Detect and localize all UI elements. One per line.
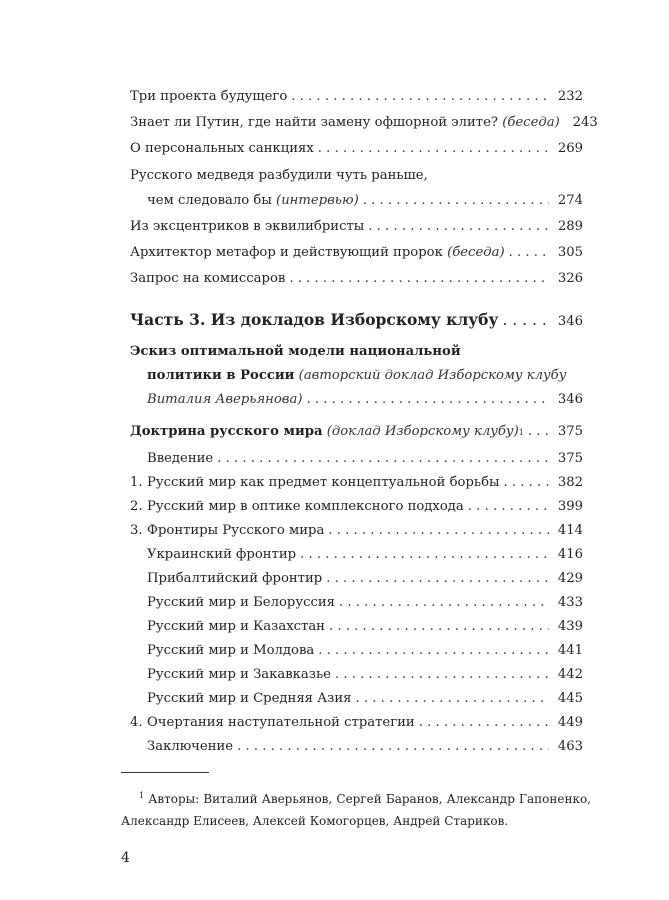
footnote-rule xyxy=(121,772,209,773)
toc-entry xyxy=(130,423,583,442)
footnote xyxy=(121,785,591,832)
entry-title: Русский мир и Белоруссия xyxy=(147,595,335,610)
dot-leader xyxy=(509,244,549,262)
dot-leader xyxy=(237,738,549,756)
toc-subentry xyxy=(130,522,583,540)
toc-entry xyxy=(130,114,598,132)
dot-leader xyxy=(335,666,549,684)
entry-title: Заключение xyxy=(147,739,234,754)
page-number: 289 xyxy=(557,219,583,234)
page-number: 274 xyxy=(557,193,583,208)
entry-note: (интервью) xyxy=(276,193,359,208)
page-number: 416 xyxy=(557,547,583,562)
page-number: 399 xyxy=(557,499,583,514)
page-number: 441 xyxy=(557,643,583,658)
entry-title: Доктрина русского мира xyxy=(130,424,323,439)
footnote-marker: 1 xyxy=(139,791,145,800)
entry-title xyxy=(130,114,560,132)
entry-title: Русский мир и Закавказье xyxy=(147,667,331,682)
toc-subentry xyxy=(130,474,583,492)
entry-title: Прибалтийский фронтир xyxy=(147,571,323,586)
toc-entry-line xyxy=(130,167,583,185)
dot-leader xyxy=(368,218,549,236)
page-number: 346 xyxy=(557,314,583,329)
entry-title: Введение xyxy=(147,451,214,466)
toc-entry xyxy=(147,391,583,409)
page-number: 449 xyxy=(557,715,583,730)
entry-title: Русский мир и Молдова xyxy=(147,643,315,658)
entry-title: Фронтиры Русского мира xyxy=(147,523,325,538)
entry-title: Русского медведя разбудили чуть раньше, xyxy=(130,168,428,183)
item-number: 4. xyxy=(130,715,143,730)
dot-leader xyxy=(355,690,549,708)
dot-leader xyxy=(328,522,549,540)
entry-title: Русский мир в оптике комплексного подхода xyxy=(147,499,464,514)
entry-note: (авторский доклад Изборскому клубу xyxy=(298,368,567,383)
entry-note: (доклад Изборскому клубу) xyxy=(326,424,519,439)
page-number: 326 xyxy=(557,271,583,286)
page-number: 433 xyxy=(557,595,583,610)
entry-title xyxy=(147,192,359,210)
entry-text: чем следовало бы xyxy=(147,193,272,208)
entry-title xyxy=(130,244,505,262)
dot-leader xyxy=(318,140,549,158)
toc-entry-line xyxy=(130,343,583,361)
page-number: 346 xyxy=(557,392,583,407)
toc-subentry xyxy=(147,450,583,468)
page-number: 429 xyxy=(557,571,583,586)
toc-subentry xyxy=(147,546,583,564)
toc-subentry xyxy=(147,642,583,660)
dot-leader xyxy=(318,642,549,660)
toc-subentry xyxy=(130,498,583,516)
toc-entry xyxy=(130,140,583,158)
entry-text: Знает ли Путин, где найти замену офшорной элите? xyxy=(130,115,498,130)
page-number: 414 xyxy=(557,523,583,538)
dot-leader xyxy=(217,450,549,468)
entry-title: Три проекта будущего xyxy=(130,89,288,104)
toc-subentry xyxy=(147,666,583,684)
toc-subentry xyxy=(147,738,583,756)
part-title: Часть 3. Из докладов Изборскому клубу xyxy=(130,310,499,329)
toc-entry xyxy=(130,244,583,262)
dot-leader xyxy=(307,391,550,409)
entry-note: Виталия Аверьянова) xyxy=(147,392,303,407)
page-number: 375 xyxy=(557,424,583,439)
page-number: 442 xyxy=(557,667,583,682)
page-number: 243 xyxy=(572,115,598,130)
page-number: 382 xyxy=(557,475,583,490)
dot-leader xyxy=(291,88,549,106)
page-folio: 4 xyxy=(121,850,130,866)
dot-leader xyxy=(502,311,549,329)
page-number: 375 xyxy=(557,451,583,466)
dot-leader xyxy=(419,714,549,732)
toc-subentry xyxy=(147,594,583,612)
entry-text: Архитектор метафор и действующий пророк xyxy=(130,245,443,260)
entry-title: политики в России xyxy=(147,368,295,383)
toc-entry xyxy=(130,218,583,236)
entry-note: (беседа) xyxy=(447,245,505,260)
dot-leader xyxy=(339,594,549,612)
page-number: 232 xyxy=(557,89,583,104)
entry-title: Из эксцентриков в эквилибристы xyxy=(130,219,365,234)
dot-leader xyxy=(329,618,549,636)
toc-subentry xyxy=(147,618,583,636)
entry-title: О персональных санкциях xyxy=(130,141,314,156)
page-number: 445 xyxy=(557,691,583,706)
entry-title: Русский мир и Казахстан xyxy=(147,619,325,634)
entry-note: (беседа) xyxy=(502,115,560,130)
dot-leader xyxy=(468,498,549,516)
dot-leader xyxy=(326,570,549,588)
toc-entry xyxy=(130,88,583,106)
item-number: 2. xyxy=(130,499,143,514)
entry-title: Украинский фронтир xyxy=(147,547,297,562)
entry-title: Эскиз оптимальной модели национальной xyxy=(130,344,461,359)
footnote-text: Авторы: Виталий Аверьянов, Сергей Баранов, Александр Гапоненко, Александр Елисеев, Алексей Комогорцев, Андрей Стариков. xyxy=(121,792,591,828)
toc-entry xyxy=(130,270,583,288)
dot-leader xyxy=(528,423,549,441)
dot-leader xyxy=(504,474,549,492)
entry-title: Русский мир как предмет концептуальной борьбы xyxy=(147,475,500,490)
dot-leader xyxy=(300,546,549,564)
part-heading xyxy=(130,311,583,331)
toc-entry xyxy=(147,192,583,210)
page-number: 439 xyxy=(557,619,583,634)
entry-title: Русский мир и Средняя Азия xyxy=(147,691,352,706)
dot-leader xyxy=(289,270,549,288)
dot-leader xyxy=(363,192,549,210)
toc-entry-line xyxy=(147,367,583,385)
page-number: 305 xyxy=(557,245,583,260)
entry-title: Очертания наступательной стратегии xyxy=(147,715,415,730)
footnote-ref[interactable]: 1 xyxy=(518,428,524,437)
toc-subentry xyxy=(147,690,583,708)
item-number: 3. xyxy=(130,523,143,538)
item-number: 1. xyxy=(130,475,143,490)
page-number: 269 xyxy=(557,141,583,156)
toc-subentry xyxy=(147,570,583,588)
entry-title: Запрос на комиссаров xyxy=(130,271,286,286)
toc-subentry xyxy=(130,714,583,732)
page-number: 463 xyxy=(557,739,583,754)
